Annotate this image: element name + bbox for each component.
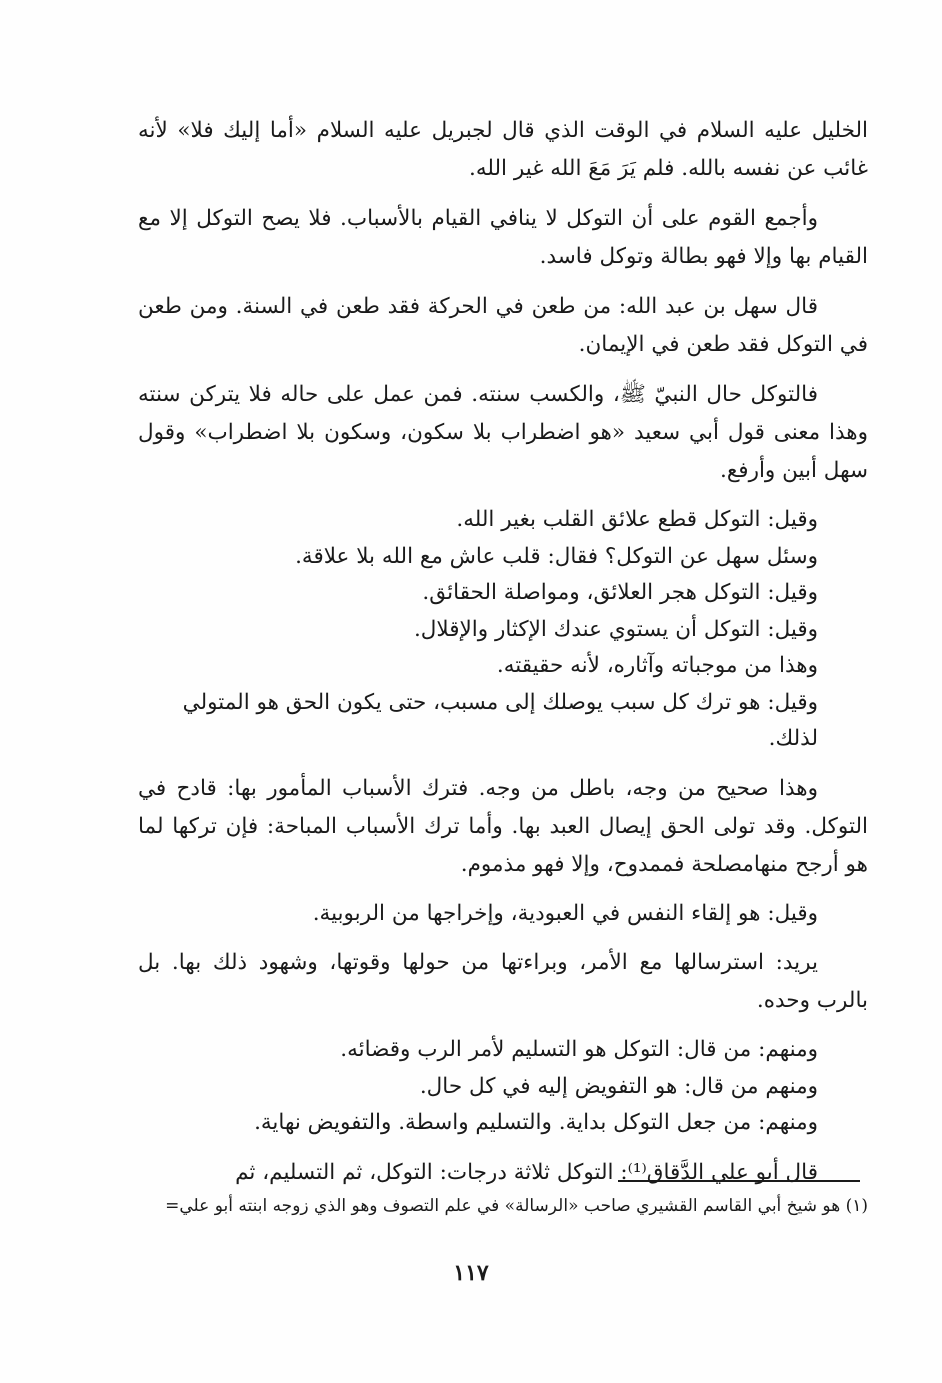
paragraph-meaning: يريد: استرسالها مع الأمر، وبراءتها من حولها وقوتها، وشهود ذلك بها. بل بالرب وحده. [138,950,868,1013]
paragraph-daqqaq: قال أبو علي الدَّقاق⁽¹⁾: التوكل ثلاثة درجات: التوكل، ثم التسليم، ثم [235,1159,818,1185]
saying-line: وقيل: هو إلقاء النفس في العبودية، وإخراجها من الربوبية. [312,900,818,926]
saying-line: ومنهم: من قال: التوكل هو التسليم لأمر الرب وقضائه. [340,1037,818,1062]
saying-line: وقيل: هو ترك كل سبب يوصلك إلى مسبب، حتى يكون الحق هو المتولي لذلك. [182,689,818,751]
saying-line: ومنهم: من جعل التوكل بداية. والتسليم واسطة. والتفويض نهاية. [254,1110,818,1135]
sayings-list-two [138,1032,868,1142]
sayings-list-one [138,502,868,758]
saying-line: وقيل: التوكل هجر العلائق، ومواصلة الحقائق. [422,580,818,605]
saying-line: وهذا من موجباته وآثاره، لأنه حقيقته. [496,653,818,678]
saying-line: ومنهم من قال: هو التفويض إليه في كل حال. [419,1073,818,1099]
page-number: ١١٧ [453,1260,489,1286]
saying-line: وسئل سهل عن التوكل؟ فقال: قلب عاش مع الله بلا علاقة. [295,543,818,569]
saying-line: وقيل: التوكل قطع علائق القلب بغير الله. [456,507,818,532]
footnote-divider [618,1180,860,1182]
main-text [138,112,868,1204]
paragraph-sahl: قال سهل بن عبد الله: من طعن في الحركة فقد طعن في السنة. ومن طعن في التوكل فقد طعن في الإيمان. [138,294,868,357]
footnote: (١) هو شيخ أبي القاسم القشيري صاحب «الرسالة» في علم التصوف وهو الذي زوجه ابنته أبو علي= [165,1196,868,1216]
paragraph-khalil: الخليل عليه السلام في الوقت الذي قال لجبريل عليه السلام «أما إليك فلا» لأنه غائب عن نفسه بالله. فلم يَرَ مَعَ الله غير الله. [138,118,868,181]
saying-line: وقيل: التوكل أن يستوي عندك الإكثار والإقلال. [413,616,818,642]
paragraph-consensus: وأجمع القوم على أن التوكل لا ينافي القيام بالأسباب. فلا يصح التوكل إلا مع القيام بها وإلا فهو بطالة وتوكل فاسد. [138,206,868,269]
saying-servitude [138,896,868,933]
paragraph-correct-aspect: وهذا صحيح من وجه، باطل من وجه. فترك الأسباب المأمور بها: قادح في التوكل. وقد تولى الحق إيصال العبد بها. وأما ترك الأسباب المباحة: فإن تركها لما هو أرجح منهامصلحة فممدوح، وإلا فهو مذموم. [138,775,868,877]
paragraph-prophet: فالتوكل حال النبيّ ﷺ، والكسب سنته. فمن عمل على حاله فلا يتركن سنته وهذا معنى قول أبي سعيد «هو اضطراب بلا سكون، وسكون بلا اضطراب» وقول سهل أبين وأرفع. [138,382,868,483]
